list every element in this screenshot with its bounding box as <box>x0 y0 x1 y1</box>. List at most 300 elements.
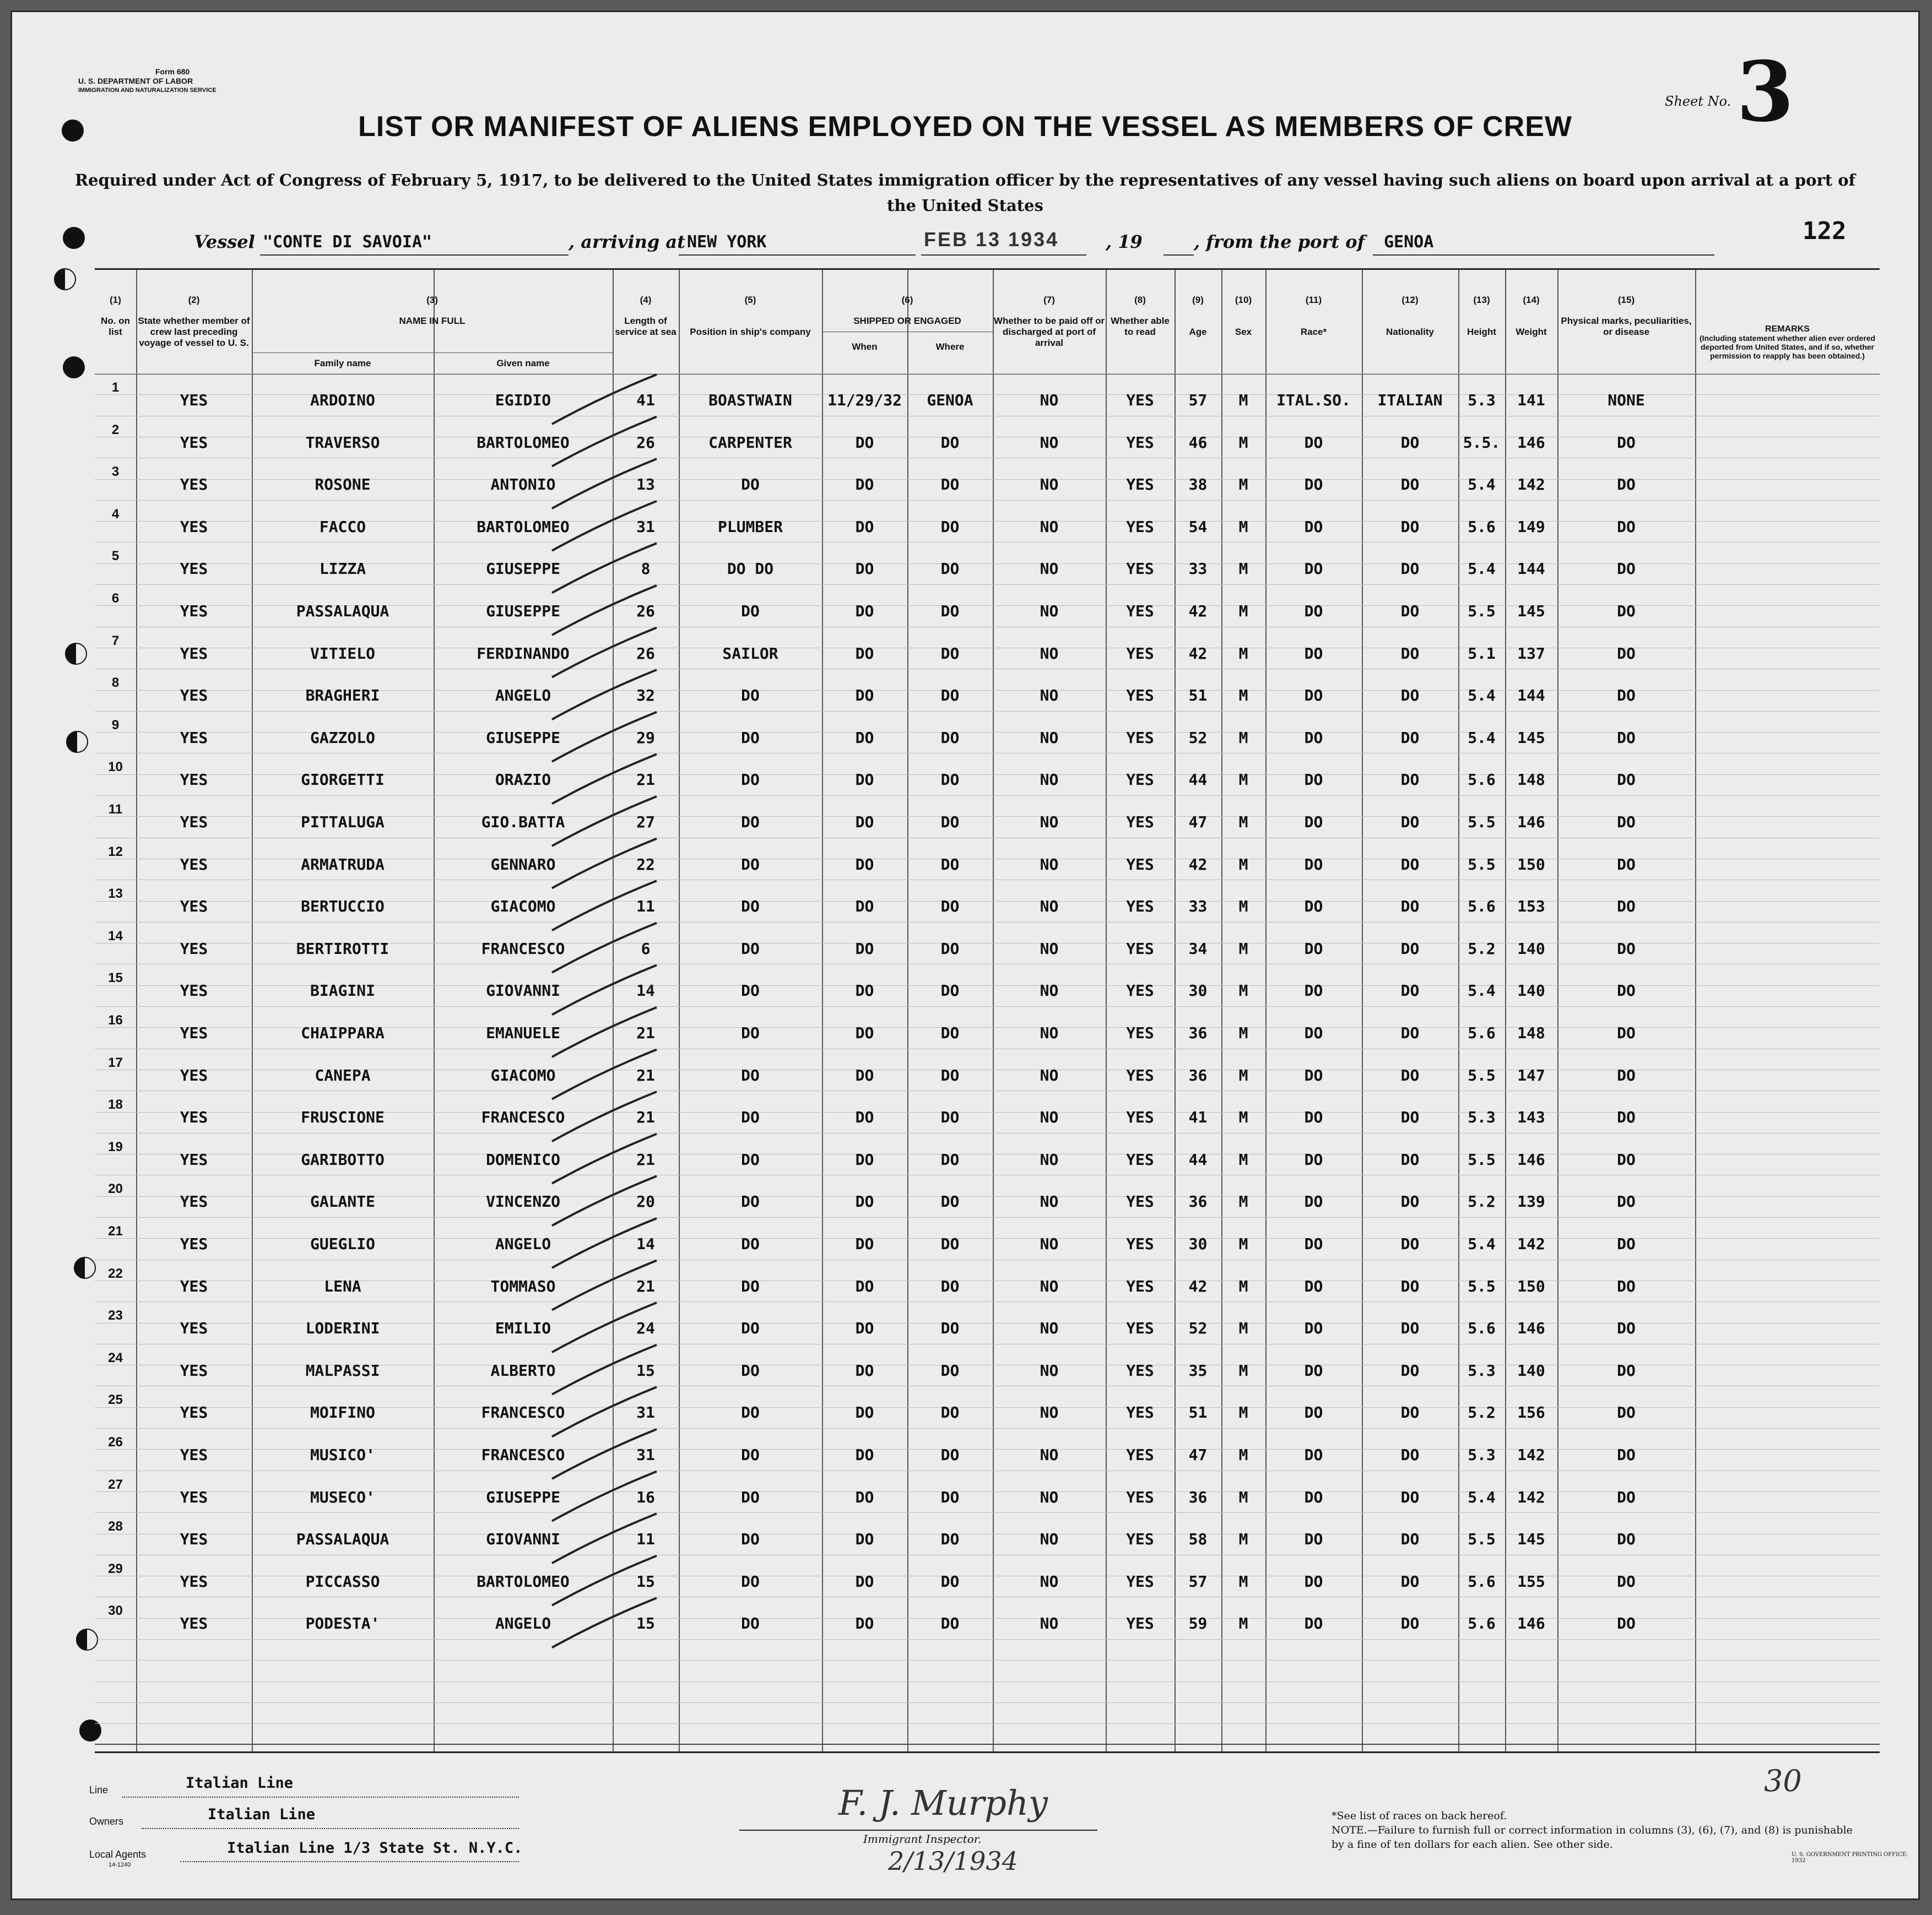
cell-physical-marks: DO <box>1617 1361 1636 1380</box>
cell-service-length: 29 <box>636 728 655 747</box>
cell-family-name: MUSECO' <box>310 1488 375 1506</box>
cell-paid-off: NO <box>1040 686 1059 705</box>
header-col3-num: (3) <box>426 295 438 305</box>
cell-race: DO <box>1304 1108 1323 1127</box>
line-value: Italian Line <box>186 1775 294 1792</box>
cell-nationality: DO <box>1400 1403 1420 1422</box>
cell-crew-status: YES <box>180 1066 208 1084</box>
footer-rule <box>95 1744 1880 1745</box>
arriving-label: , arriving at <box>569 231 685 252</box>
cell-paid-off: NO <box>1040 1277 1059 1295</box>
cell-row-number: 10 <box>108 760 123 775</box>
arrival-port: NEW YORK <box>687 232 767 252</box>
cell-age: 36 <box>1188 1024 1208 1042</box>
cell-shipped-when: DO <box>855 981 874 1000</box>
cell-age: 54 <box>1188 517 1208 536</box>
cell-position: DO <box>741 981 760 1000</box>
cell-nationality: DO <box>1400 475 1420 494</box>
cell-crew-status: YES <box>180 1403 208 1422</box>
header-col3-text: NAME IN FULL <box>399 316 466 326</box>
cell-shipped-where: DO <box>940 813 960 831</box>
cell-given-name: ANTONIO <box>490 475 556 494</box>
cell-given-name: ALBERTO <box>490 1361 556 1380</box>
cell-shipped-where: DO <box>940 433 960 452</box>
cell-position: CARPENTER <box>708 433 792 452</box>
cell-race: DO <box>1304 1403 1323 1422</box>
cell-able-to-read: YES <box>1126 771 1154 789</box>
cell-nationality: DO <box>1400 1235 1420 1253</box>
cell-shipped-when: DO <box>855 1150 874 1169</box>
cell-height: 5.5 <box>1468 1530 1496 1549</box>
header-col8-text: Whether able to read <box>1111 316 1170 337</box>
cell-age: 42 <box>1188 602 1208 620</box>
cell-position: DO <box>741 1361 760 1380</box>
cell-paid-off: NO <box>1040 1235 1059 1253</box>
cell-shipped-when: DO <box>855 1066 874 1084</box>
cell-service-length: 26 <box>636 602 655 620</box>
cell-sex: M <box>1238 1192 1248 1211</box>
column-rule <box>1695 270 1696 1751</box>
cell-service-length: 15 <box>636 1361 655 1380</box>
cell-sex: M <box>1238 1108 1248 1127</box>
cell-position: DO <box>741 1488 760 1506</box>
cell-paid-off: NO <box>1040 1488 1059 1506</box>
cell-physical-marks: DO <box>1617 1403 1636 1422</box>
cell-age: 51 <box>1188 686 1208 705</box>
cell-service-length: 14 <box>636 981 655 1000</box>
cell-family-name: FACCO <box>319 517 366 536</box>
cell-race: DO <box>1304 433 1323 452</box>
cell-row-number: 12 <box>108 844 123 859</box>
cell-family-name: FRUSCIONE <box>301 1108 385 1127</box>
cell-sex: M <box>1238 1614 1248 1633</box>
cell-weight: 145 <box>1517 728 1545 747</box>
cell-crew-status: YES <box>180 855 208 874</box>
line-label: Line <box>89 1784 109 1795</box>
cell-weight: 145 <box>1517 602 1545 620</box>
cell-shipped-where: DO <box>940 475 960 494</box>
cell-family-name: CANEPA <box>315 1066 371 1084</box>
cell-weight: 145 <box>1517 1530 1545 1549</box>
cell-position: DO <box>741 1446 760 1464</box>
cell-shipped-when: DO <box>855 1235 874 1253</box>
binder-hole <box>63 356 85 378</box>
cell-paid-off: NO <box>1040 1446 1059 1464</box>
cell-family-name: BERTUCCIO <box>301 897 385 916</box>
cell-paid-off: NO <box>1040 391 1059 409</box>
cell-shipped-when: DO <box>855 728 874 747</box>
cell-crew-status: YES <box>180 1192 208 1211</box>
header-col1 <box>95 295 136 338</box>
cell-height: 5.3 <box>1468 1361 1496 1380</box>
cell-race: DO <box>1304 855 1323 874</box>
cell-able-to-read: YES <box>1126 1572 1154 1591</box>
cell-weight: 148 <box>1517 1024 1545 1042</box>
cell-paid-off: NO <box>1040 602 1059 620</box>
form-number: Form 680 <box>155 67 190 76</box>
cell-weight: 140 <box>1517 939 1545 958</box>
cell-height: 5.5. <box>1463 433 1501 452</box>
cell-height: 5.4 <box>1468 1235 1496 1253</box>
cell-race: DO <box>1304 1024 1323 1042</box>
cell-race: DO <box>1304 981 1323 1000</box>
cell-paid-off: NO <box>1040 1066 1059 1084</box>
cell-shipped-where: DO <box>940 1614 960 1633</box>
cell-height: 5.6 <box>1468 771 1496 789</box>
cell-position: DO <box>741 1530 760 1549</box>
cell-shipped-where: DO <box>940 1446 960 1464</box>
cell-shipped-when: DO <box>855 475 874 494</box>
cell-paid-off: NO <box>1040 939 1059 958</box>
cell-position: SAILOR <box>722 644 778 663</box>
cell-able-to-read: YES <box>1126 897 1154 916</box>
header-col2-num: (2) <box>188 295 200 305</box>
header-remarks-title: REMARKS <box>1765 324 1810 334</box>
ruled-line <box>95 1512 1880 1513</box>
cell-age: 42 <box>1188 855 1208 874</box>
cell-height: 5.5 <box>1468 1150 1496 1169</box>
cell-given-name: GIUSEPPE <box>486 560 560 578</box>
cell-physical-marks: DO <box>1617 1150 1636 1169</box>
cell-able-to-read: YES <box>1126 939 1154 958</box>
cell-shipped-where: DO <box>940 897 960 916</box>
cell-physical-marks: DO <box>1617 1024 1636 1042</box>
header-col11 <box>1265 295 1362 338</box>
footnote-penalty: NOTE.—Failure to furnish full or correct information in columns (3), (6), (7), and (8) is punishable by a fine of ten dollars for each alien. See other side. <box>1332 1824 1853 1851</box>
ruled-line <box>95 1428 1880 1429</box>
cell-age: 33 <box>1188 560 1208 578</box>
cell-nationality: DO <box>1400 1446 1420 1464</box>
header-col3 <box>252 295 613 327</box>
cell-row-number: 4 <box>111 506 120 522</box>
cell-family-name: BERTIROTTI <box>296 939 389 958</box>
cell-physical-marks: DO <box>1617 855 1636 874</box>
cell-shipped-when: DO <box>855 939 874 958</box>
cell-given-name: ANGELO <box>495 1235 551 1253</box>
cell-row-number: 26 <box>108 1435 123 1450</box>
cell-paid-off: NO <box>1040 728 1059 747</box>
manifest-sheet <box>12 12 1918 1898</box>
page-title: LIST OR MANIFEST OF ALIENS EMPLOYED ON THE VESSEL AS MEMBERS OF CREW <box>358 111 1572 143</box>
cell-height: 5.3 <box>1468 391 1496 409</box>
cell-nationality: DO <box>1400 1066 1420 1084</box>
cell-family-name: MALPASSI <box>305 1361 380 1380</box>
cell-race: DO <box>1304 897 1323 916</box>
cell-weight: 139 <box>1517 1192 1545 1211</box>
cell-sex: M <box>1238 771 1248 789</box>
cell-crew-status: YES <box>180 1488 208 1506</box>
cell-age: 52 <box>1188 1319 1208 1338</box>
vessel-name: "CONTE DI SAVOIA" <box>263 232 432 252</box>
cell-row-number: 28 <box>108 1519 123 1534</box>
cell-age: 36 <box>1188 1192 1208 1211</box>
cell-sex: M <box>1238 475 1248 494</box>
header-col12-text: Nationality <box>1386 327 1434 337</box>
sheet-number: 3 <box>1736 44 1794 140</box>
cell-age: 38 <box>1188 475 1208 494</box>
cell-able-to-read: YES <box>1126 1488 1154 1506</box>
cell-row-number: 6 <box>111 591 120 606</box>
form-code: 14-1240 <box>109 1862 131 1868</box>
cell-height: 5.4 <box>1468 981 1496 1000</box>
cell-physical-marks: DO <box>1617 1192 1636 1211</box>
cell-physical-marks: DO <box>1617 1530 1636 1549</box>
cell-sex: M <box>1238 1235 1248 1253</box>
cell-age: 35 <box>1188 1361 1208 1380</box>
cell-given-name: EGIDIO <box>495 391 551 409</box>
cell-sex: M <box>1238 813 1248 831</box>
cell-race: DO <box>1304 517 1323 536</box>
cell-nationality: DO <box>1400 644 1420 663</box>
cell-race: DO <box>1304 939 1323 958</box>
header-col9-num: (9) <box>1192 295 1204 305</box>
cell-height: 5.4 <box>1468 728 1496 747</box>
ruled-line <box>95 1660 1880 1661</box>
cell-given-name: ORAZIO <box>495 771 551 789</box>
cell-position: DO <box>741 939 760 958</box>
cell-weight: 144 <box>1517 686 1545 705</box>
footnote-races: *See list of races on back hereof. <box>1332 1810 1507 1822</box>
cell-row-number: 16 <box>108 1013 123 1028</box>
cell-position: DO <box>741 1235 760 1253</box>
ruled-line <box>95 1006 1880 1007</box>
date-underline <box>921 254 1086 256</box>
cell-crew-status: YES <box>180 813 208 831</box>
cell-shipped-where: DO <box>940 560 960 578</box>
cell-shipped-where: DO <box>940 981 960 1000</box>
cell-race: DO <box>1304 1277 1323 1295</box>
cell-paid-off: NO <box>1040 771 1059 789</box>
cell-row-number: 9 <box>111 717 120 733</box>
ruled-line <box>95 500 1880 501</box>
cell-shipped-when: DO <box>855 644 874 663</box>
cell-age: 33 <box>1188 897 1208 916</box>
cell-row-number: 27 <box>108 1477 123 1492</box>
cell-position: DO <box>741 1024 760 1042</box>
cell-shipped-when: DO <box>855 433 874 452</box>
cell-given-name: GIUSEPPE <box>486 1488 560 1506</box>
cell-paid-off: NO <box>1040 1024 1059 1042</box>
cell-sex: M <box>1238 686 1248 705</box>
cell-service-length: 11 <box>636 897 655 916</box>
cell-crew-status: YES <box>180 517 208 536</box>
header-col10-num: (10) <box>1235 295 1252 305</box>
cell-nationality: DO <box>1400 1277 1420 1295</box>
cell-given-name: GIUSEPPE <box>486 728 560 747</box>
ruled-line <box>95 1681 1880 1682</box>
cell-age: 47 <box>1188 813 1208 831</box>
page-count-number: 122 <box>1803 217 1847 245</box>
cell-race: DO <box>1304 475 1323 494</box>
cell-service-length: 6 <box>641 939 651 958</box>
cell-able-to-read: YES <box>1126 813 1154 831</box>
cell-family-name: GUEGLIO <box>310 1235 375 1253</box>
cell-shipped-when: DO <box>855 771 874 789</box>
binder-hole <box>63 227 85 249</box>
cell-nationality: DO <box>1400 686 1420 705</box>
cell-height: 5.6 <box>1468 1024 1496 1042</box>
cell-weight: 146 <box>1517 813 1545 831</box>
cell-shipped-where: DO <box>940 517 960 536</box>
header-col14-num: (14) <box>1523 295 1540 305</box>
service-name: IMMIGRATION AND NATURALIZATION SERVICE <box>78 87 217 94</box>
cell-sex: M <box>1238 1530 1248 1549</box>
header-col7 <box>993 295 1106 349</box>
cell-given-name: BARTOLOMEO <box>477 433 570 452</box>
cell-given-name: FRANCESCO <box>481 939 565 958</box>
footnote <box>1332 1809 1860 1852</box>
cell-shipped-where: DO <box>940 1024 960 1042</box>
cell-sex: M <box>1238 1572 1248 1591</box>
cell-family-name: PICCASSO <box>305 1572 380 1591</box>
cell-shipped-when: DO <box>855 855 874 874</box>
ruled-line <box>95 373 1880 374</box>
cell-crew-status: YES <box>180 433 208 452</box>
cell-nationality: DO <box>1400 1361 1420 1380</box>
cell-crew-status: YES <box>180 686 208 705</box>
cell-given-name: GIUSEPPE <box>486 602 560 620</box>
cell-family-name: ROSONE <box>315 475 371 494</box>
cell-row-number: 11 <box>108 802 123 817</box>
cell-given-name: FRANCESCO <box>481 1403 565 1422</box>
cell-physical-marks: DO <box>1617 1446 1636 1464</box>
cell-physical-marks: DO <box>1617 517 1636 536</box>
crew-count: 30 <box>1764 1764 1802 1798</box>
cell-service-length: 15 <box>636 1614 655 1633</box>
cell-able-to-read: YES <box>1126 1614 1154 1633</box>
cell-position: DO <box>741 855 760 874</box>
cell-race: DO <box>1304 644 1323 663</box>
cell-service-length: 31 <box>636 1446 655 1464</box>
from-port-underline <box>1373 254 1714 256</box>
cell-shipped-when: DO <box>855 1614 874 1633</box>
cell-age: 51 <box>1188 1403 1208 1422</box>
cell-family-name: MUSICO' <box>310 1446 375 1464</box>
inspection-date: 2/13/1934 <box>888 1846 1018 1876</box>
cell-physical-marks: DO <box>1617 813 1636 831</box>
cell-age: 34 <box>1188 939 1208 958</box>
cell-paid-off: NO <box>1040 475 1059 494</box>
cell-given-name: BARTOLOMEO <box>477 1572 570 1591</box>
cell-race: ITAL.SO. <box>1276 391 1351 409</box>
cell-race: DO <box>1304 1066 1323 1084</box>
ruled-line <box>95 542 1880 543</box>
header-col13 <box>1458 295 1505 338</box>
cell-shipped-where: DO <box>940 1066 960 1084</box>
printing-office: U. S. GOVERNMENT PRINTING OFFICE: 1932 <box>1792 1852 1908 1864</box>
cell-position: BOASTWAIN <box>708 391 792 409</box>
inspector-label: Immigrant Inspector. <box>863 1832 982 1846</box>
cell-shipped-when: DO <box>855 602 874 620</box>
header-col12-num: (12) <box>1401 295 1419 305</box>
cell-service-length: 20 <box>636 1192 655 1211</box>
header-col9-text: Age <box>1189 327 1207 337</box>
cell-shipped-where: DO <box>940 1361 960 1380</box>
cell-crew-status: YES <box>180 602 208 620</box>
cell-nationality: DO <box>1400 771 1420 789</box>
cell-able-to-read: YES <box>1126 981 1154 1000</box>
cell-shipped-where: DO <box>940 1235 960 1253</box>
header-col13-text: Height <box>1467 327 1496 337</box>
cell-race: DO <box>1304 1192 1323 1211</box>
header-col5 <box>679 295 822 338</box>
cell-height: 5.5 <box>1468 602 1496 620</box>
cell-shipped-when: DO <box>855 1192 874 1211</box>
cell-height: 5.4 <box>1468 560 1496 578</box>
cell-position: DO <box>741 1572 760 1591</box>
cell-family-name: LENA <box>324 1277 361 1295</box>
cell-shipped-where: DO <box>940 728 960 747</box>
cell-race: DO <box>1304 1530 1323 1549</box>
cell-shipped-where: GENOA <box>927 391 973 409</box>
cell-sex: M <box>1238 855 1248 874</box>
cell-race: DO <box>1304 1614 1323 1633</box>
cell-shipped-where: DO <box>940 855 960 874</box>
cell-able-to-read: YES <box>1126 475 1154 494</box>
cell-age: 41 <box>1188 1108 1208 1127</box>
cell-able-to-read: YES <box>1126 517 1154 536</box>
cell-age: 42 <box>1188 644 1208 663</box>
cell-row-number: 25 <box>108 1392 123 1408</box>
ruled-line <box>95 1723 1880 1724</box>
header-where: Where <box>935 341 965 352</box>
cell-service-length: 21 <box>636 1108 655 1127</box>
cell-weight: 148 <box>1517 771 1545 789</box>
cell-shipped-when: DO <box>855 1277 874 1295</box>
header-col9 <box>1175 295 1221 338</box>
cell-crew-status: YES <box>180 1572 208 1591</box>
cell-weight: 150 <box>1517 855 1545 874</box>
cell-able-to-read: YES <box>1126 1403 1154 1422</box>
cell-given-name: FERDINANDO <box>477 644 570 663</box>
cell-sex: M <box>1238 517 1248 536</box>
cell-position: DO <box>741 1192 760 1211</box>
cell-crew-status: YES <box>180 939 208 958</box>
cell-row-number: 1 <box>111 380 120 395</box>
cell-race: DO <box>1304 771 1323 789</box>
cell-age: 57 <box>1188 1572 1208 1591</box>
cell-age: 46 <box>1188 433 1208 452</box>
cell-able-to-read: YES <box>1126 1235 1154 1253</box>
cell-position: DO <box>741 897 760 916</box>
header-col8 <box>1106 295 1175 338</box>
cell-row-number: 3 <box>111 464 120 480</box>
cell-given-name: GENNARO <box>490 855 556 874</box>
cell-paid-off: NO <box>1040 1403 1059 1422</box>
cell-nationality: DO <box>1400 1024 1420 1042</box>
cell-crew-status: YES <box>180 771 208 789</box>
header-col5-text: Position in ship's company <box>690 327 811 337</box>
ruled-line <box>95 711 1880 712</box>
agents-label: Local Agents <box>89 1849 147 1860</box>
cell-given-name: VINCENZO <box>486 1192 560 1211</box>
cell-shipped-when: DO <box>855 1446 874 1464</box>
cell-paid-off: NO <box>1040 433 1059 452</box>
ruled-line <box>95 1217 1880 1218</box>
vessel-label: Vessel <box>194 231 255 252</box>
cell-height: 5.6 <box>1468 1614 1496 1633</box>
cell-weight: 143 <box>1517 1108 1545 1127</box>
cell-given-name: ANGELO <box>495 1614 551 1633</box>
cell-nationality: DO <box>1400 1319 1420 1338</box>
binder-hole <box>66 731 88 753</box>
cell-height: 5.6 <box>1468 517 1496 536</box>
cell-crew-status: YES <box>180 981 208 1000</box>
cell-given-name: GIOVANNI <box>486 981 560 1000</box>
cell-height: 5.3 <box>1468 1446 1496 1464</box>
cell-physical-marks: DO <box>1617 644 1636 663</box>
cell-family-name: MOIFINO <box>310 1403 375 1422</box>
